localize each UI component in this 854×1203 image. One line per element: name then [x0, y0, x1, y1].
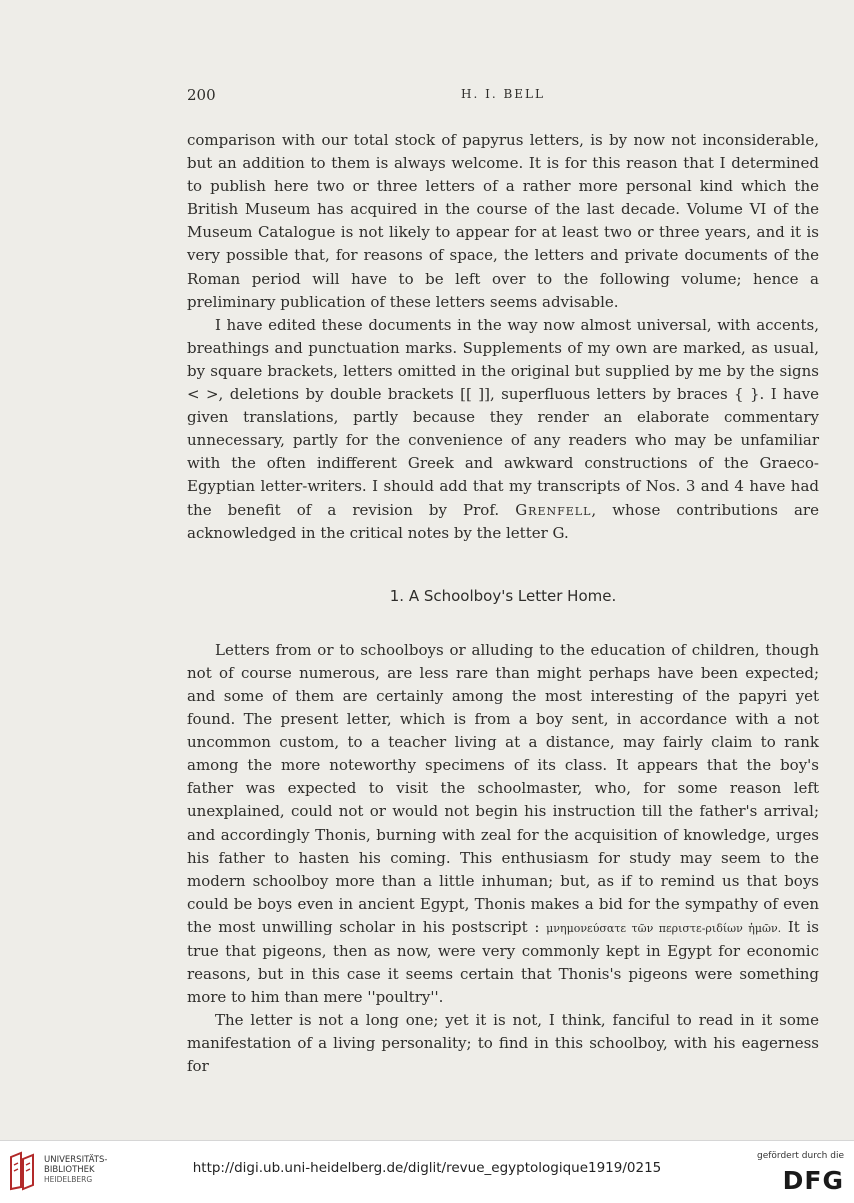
dfg-logo: DFG — [782, 1166, 844, 1195]
paragraph-schoolboy-letter — [187, 639, 819, 1010]
article-body — [187, 129, 819, 1079]
library-name-line: BIBLIOTHEK — [44, 1165, 95, 1175]
running-head: H. I. BELL — [461, 87, 545, 101]
section-heading: 1. A Schoolboy's Letter Home. — [389, 586, 617, 605]
library-name-line: HEIDELBERG — [44, 1175, 93, 1184]
paragraph-continued: comparison with our total stock of papyrus letters, is by now not inconsiderable, but an addition to them is always welcome. It is for this reason that I determined to publish here two or three letters of a rather more personal kind which the British Museum has acquired in the course of the last decade. Volume VI of the Museum Catalogue is not likely to appear for at least two or three years, and it is very possible that, for reasons of space, the letters and private documents of the Roman period will have to be left over to the following volume; hence a preliminary publication of these letters seems advisable. — [187, 131, 819, 311]
page-number: 200 — [187, 86, 216, 104]
greek-quotation: μνημονεύσατε τῶν περιστε-ριδίων ἡμῶν. — [546, 921, 782, 935]
library-name-line: UNIVERSITÄTS- — [44, 1155, 108, 1165]
paragraph-editorial-conventions — [187, 314, 819, 545]
paragraph-text: I have edited these documents in the way now almost universal, with accents, breathings and punctuation marks. Supplements of my own are marked, as usual, by square brackets, letters omitted in the original but supplied by me by the signs < >, deletions by double brackets [[ ]], superfluous letters by braces { }. I have given translations, partly because they render an elaborate commentary unnecessary, partly for the convenience of any readers who may be unfamiliar with the often indifferent Greek and awkward constructions of the Graeco-Egyptian letter-writers. I should add that my transcripts of Nos. 3 and 4 have had the benefit of a revision by Prof. — [187, 315, 819, 519]
page-header — [187, 86, 819, 106]
permalink-url[interactable]: http://digi.ub.uni-heidelberg.de/diglit/revue_egyptologique1919/0215 — [192, 1160, 662, 1176]
funded-by-label: gefördert durch die — [757, 1151, 844, 1161]
person-name: Grenfell — [515, 500, 592, 519]
paragraph-text: Letters from or to schoolboys or alluding to the education of children, though not of course numerous, are less rare than might perhaps have been expected; and some of them are certainly among the most interesting of the papyri yet found. The present letter, which is from a boy sent, in accordance with a not uncommon custom, to a teacher living at a distance, may fairly claim to rank among the more noteworthy specimens of its class. It appears that the boy's father was expected to visit the schoolmaster, who, for some reason left unexplained, could not or would not begin his instruction till the father's arrival; and accordingly Thonis, burning with zeal for the acquisition of knowledge, urges his father to hasten his coming. This enthusiasm for study may seem to the modern schoolboy more than a little inhuman; but, as if to remind us that boys could be boys even in ancient Egypt, Thonis makes a bid for the sympathy of even the most unwilling scholar in his postscript : — [187, 640, 819, 936]
paragraph-text: , whose contributions are acknowledged in the critical notes by the letter G. — [187, 500, 819, 542]
viewer-footer — [0, 1140, 854, 1203]
paragraph-final: The letter is not a long one; yet it is not, I think, fanciful to read in it some manifestation of a living personality; to find in this schoolboy, with his eagerness for — [187, 1011, 819, 1076]
paragraph-text: It is true that pigeons, then as now, were very commonly kept in Egypt for economic reasons, but in this case it seems certain that Thonis's pigeons were something more to him than mere ''poultry''. — [187, 917, 819, 1007]
